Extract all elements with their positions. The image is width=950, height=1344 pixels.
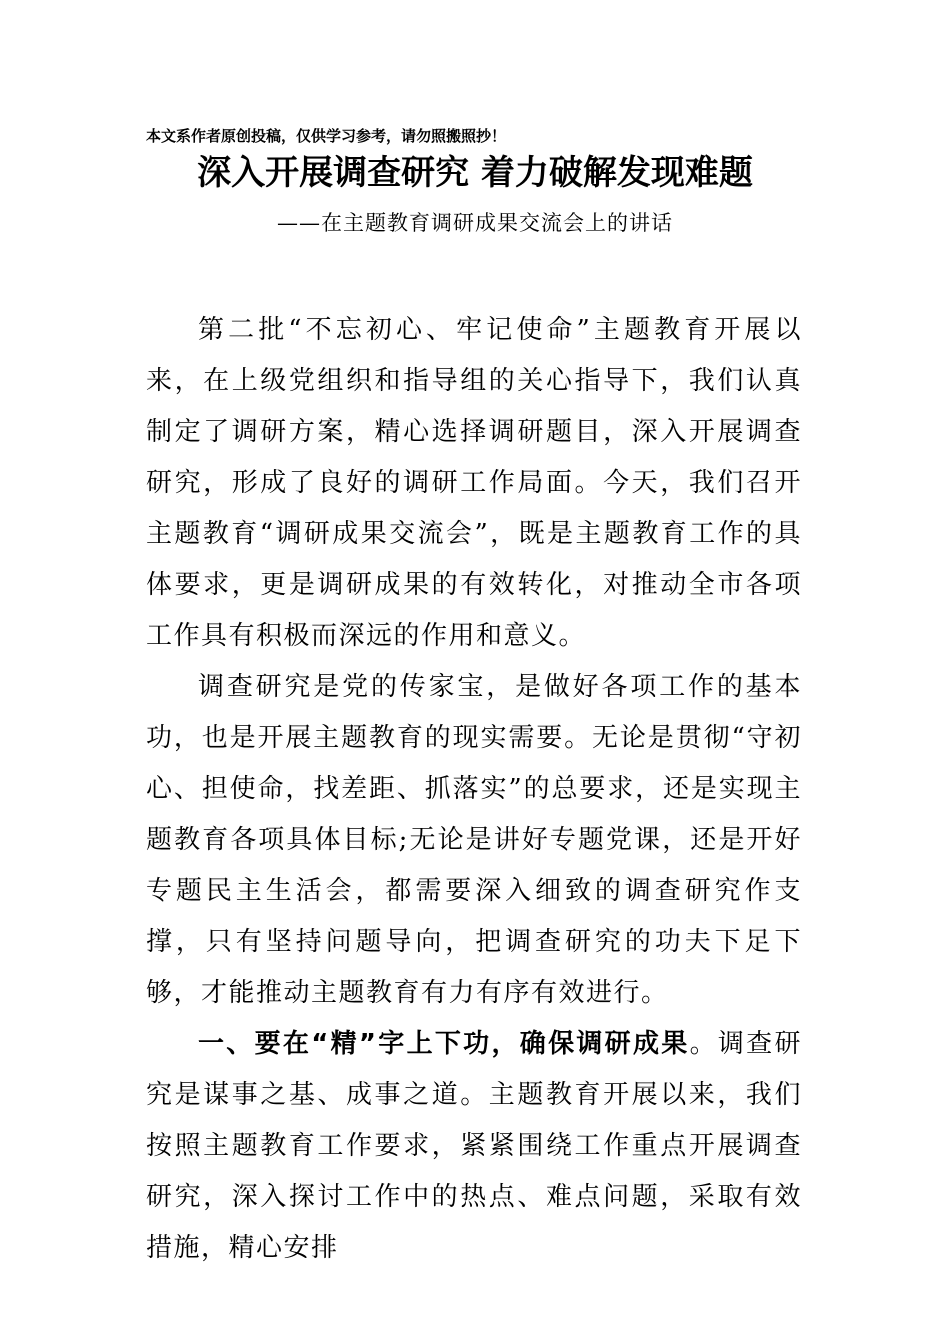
page-subtitle: ——在主题教育调研成果交流会上的讲话 (277, 211, 673, 235)
paragraph-section-one (146, 1019, 802, 1274)
section-one-heading: 一、要在“精”字上下功，确保调研成果 (198, 1029, 690, 1059)
paragraph-intro: 第二批“不忘初心、牢记使命”主题教育开展以来，在上级党组织和指导组的关心指导下，我们认真制定了调研方案，精心选择调研题目，深入开展调查研究，形成了良好的调研工作局面。今天，我们召开主题教育“调研成果交流会”，既是主题教育工作的具体要求，更是调研成果的有效转化，对推动全市各项工作具有积极而深远的作用和意义。 (146, 315, 802, 651)
copyright-notice: 本文系作者原创投稿，仅供学习参考，请勿照搬照抄！ (146, 127, 507, 145)
paragraph-research-importance: 调查研究是党的传家宝，是做好各项工作的基本功，也是开展主题教育的现实需要。无论是贯彻“守初心、担使命，找差距、抓落实”的总要求，还是实现主题教育各项具体目标;无论是讲好专题党课，还是开好专题民主生活会，都需要深入细致的调查研究作支撑，只有坚持问题导向，把调查研究的功夫下足下够，才能推动主题教育有力有序有效进行。 (146, 672, 802, 1008)
speech-body (146, 305, 802, 1274)
section-one-text: 。调查研究是谋事之基、成事之道。主题教育开展以来，我们按照主题教育工作要求，紧紧围绕工作重点开展调查研究，深入探讨工作中的热点、难点问题，采取有效措施，精心安排 (146, 1029, 802, 1263)
page-title: 深入开展调查研究 着力破解发现难题 (197, 153, 753, 193)
